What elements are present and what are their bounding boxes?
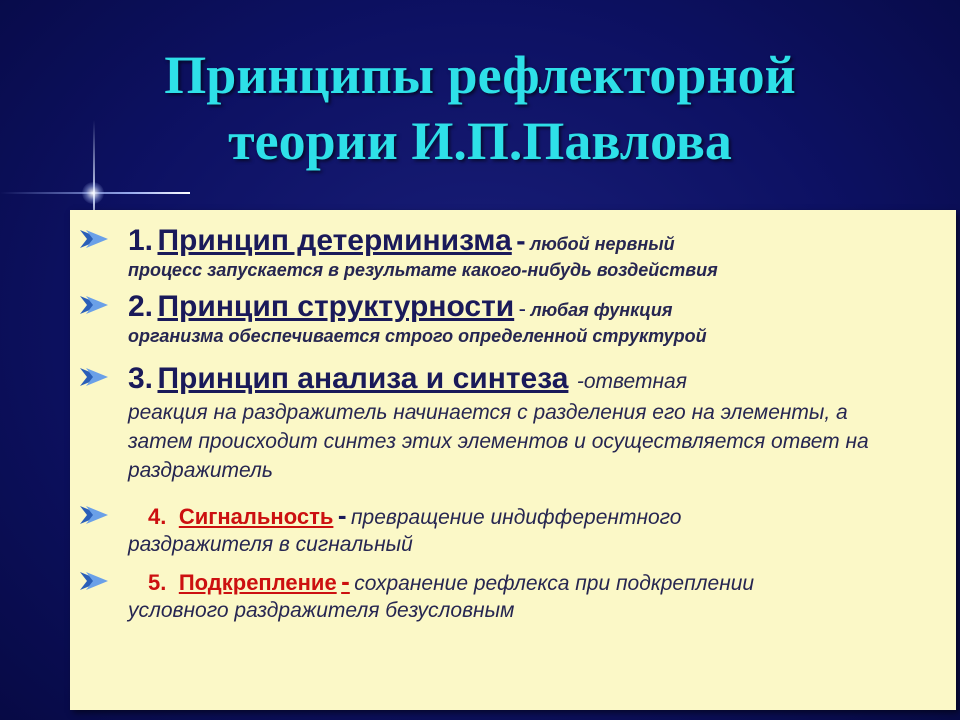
- principle-item-4: [80, 500, 940, 557]
- slide-title: [0, 42, 960, 174]
- arrow-bullet-icon: [80, 570, 112, 592]
- principle-description: раздражителя в сигнальный: [128, 533, 413, 556]
- dash: -: [337, 500, 347, 530]
- arrow-bullet-icon: [80, 504, 112, 526]
- title-line-1: Принципы рефлекторной: [164, 45, 796, 105]
- sparkle-center: [82, 182, 104, 204]
- principle-description: реакция на раздражитель начинается с разделения его на элементы, а затем происходит синтез этих элементов и осуществляется ответ на раздражитель: [128, 401, 869, 482]
- principle-description: организма обеспечивается строго определенной структурой: [128, 326, 707, 346]
- item-number: 5.: [148, 570, 167, 595]
- arrow-bullet-icon: [80, 228, 112, 250]
- dash: -: [341, 566, 350, 596]
- principle-description-start: любой нервный: [530, 234, 675, 254]
- principle-description-start: сохранение рефлекса при подкреплении: [354, 572, 755, 595]
- item-number: 4.: [148, 504, 167, 529]
- principle-description-start: ответная: [583, 370, 687, 393]
- arrow-bullet-icon: [80, 366, 112, 388]
- principle-item-2: [80, 290, 940, 347]
- principle-heading: Подкрепление: [178, 570, 337, 595]
- dash: -: [576, 370, 584, 393]
- principle-description: процесс запускается в результате какого-нибудь воздействия: [128, 260, 718, 280]
- principle-description-start: любая функция: [530, 300, 673, 320]
- principle-description: условного раздражителя безусловным: [128, 599, 515, 622]
- principle-heading: Принцип структурности: [157, 290, 515, 323]
- principle-item-1: [80, 224, 940, 281]
- principle-item-5: [80, 566, 940, 623]
- item-number: 3.: [128, 362, 154, 395]
- title-line-2: теории И.П.Павлова: [228, 111, 732, 171]
- item-number: 1.: [128, 224, 154, 257]
- principle-item-3: [80, 362, 940, 485]
- principle-heading: Принцип детерминизма: [157, 224, 512, 257]
- principle-heading: Сигнальность: [178, 504, 334, 529]
- dash: -: [518, 296, 526, 321]
- item-number: 2.: [128, 290, 154, 323]
- arrow-bullet-icon: [80, 294, 112, 316]
- dash: -: [516, 225, 526, 256]
- content-panel: [70, 210, 956, 710]
- principle-heading: Принцип анализа и синтеза: [157, 362, 569, 395]
- principle-description-start: превращение индифферентного: [350, 506, 682, 529]
